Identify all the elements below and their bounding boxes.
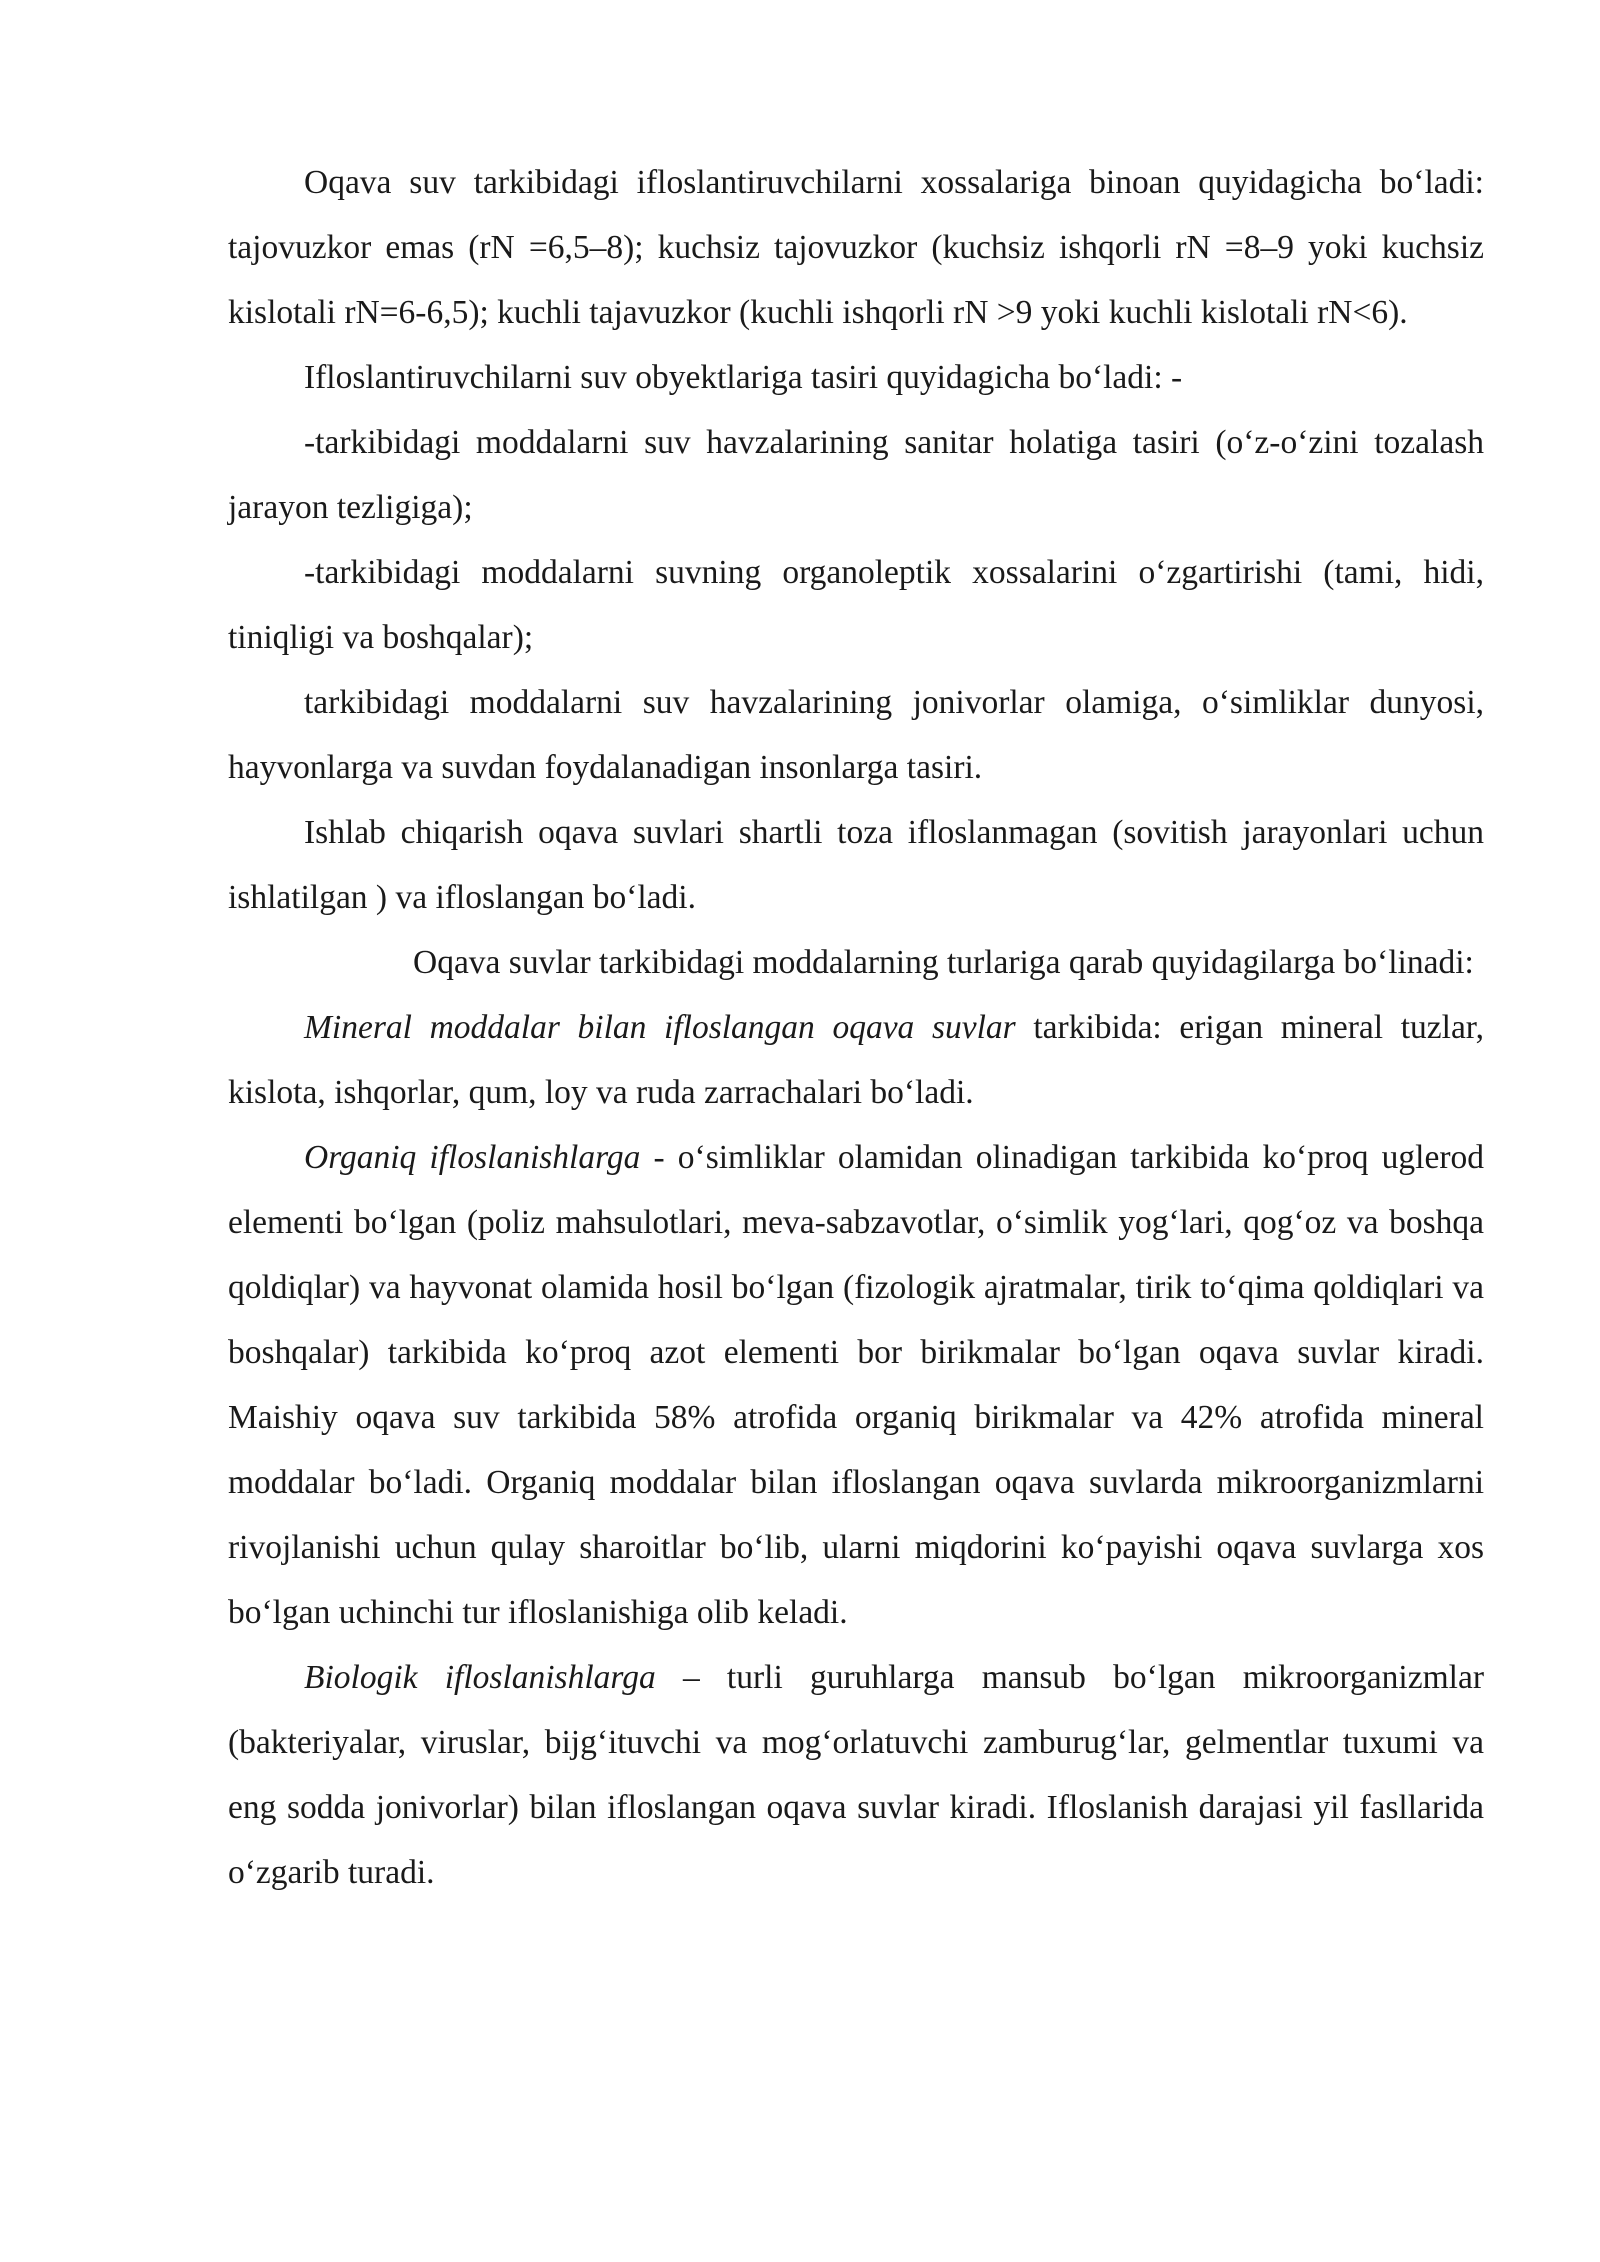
paragraph-text: tarkibidagi moddalarni suv havzalarining jonivorlar olamiga, o‘simliklar dunyosi, hayvonlarga va suvdan foydalanadigan insonlarga tasiri. <box>228 684 1484 786</box>
document-page <box>228 150 1484 1905</box>
paragraph-italic-term: Biologik ifloslanishlarga <box>304 1659 656 1696</box>
paragraph-classification-intro <box>228 930 1484 995</box>
paragraph-italic-term: Mineral moddalar bilan ifloslangan oqava suvlar <box>304 1009 1016 1046</box>
paragraph-text: Ifloslantiruvchilarni suv obyektlariga tasiri quyidagicha bo‘ladi: - <box>304 359 1183 396</box>
paragraph-text: -tarkibidagi moddalarni suvning organoleptik xossalarini o‘zgartirishi (tami, hidi, tiniqligi va boshqalar); <box>228 554 1484 656</box>
paragraph-text: – turli guruhlarga mansub bo‘lgan mikroorganizmlar (bakteriyalar, viruslar, bijg‘ituvchi va mog‘orlatuvchi zamburug‘lar, gelmentlar tuxumi va eng sodda jonivorlar) bilan ifloslangan oqava suvlar kiradi. Ifloslanish darajasi yil fasllarida o‘zgarib turadi. <box>228 1659 1484 1891</box>
paragraph-effect-organoleptic <box>228 540 1484 670</box>
paragraph-italic-term: Organiq ifloslanishlarga <box>304 1139 641 1176</box>
paragraph-text: Ishlab chiqarish oqava suvlari shartli toza ifloslanmagan (sovitish jarayonlari uchun ishlatilgan ) va ifloslangan bo‘ladi. <box>228 814 1484 916</box>
paragraph-text: - o‘simliklar olamidan olinadigan tarkibida ko‘proq uglerod elementi bo‘lgan (poliz mahsulotlari, meva-sabzavotlar, o‘simlik yog‘lari, qog‘oz va boshqa qoldiqlar) va hayvonat olamida hosil bo‘lgan (fizologik ajratmalar, tirik to‘qima qoldiqlari va boshqalar) tarkibida ko‘proq azot elementi bor birikmalar bo‘lgan oqava suvlar kiradi. Maishiy oqava suv tarkibida 58% atrofida organiq birikmalar va 42% atrofida mineral moddalar bo‘ladi. Organiq moddalar bilan ifloslangan oqava suvlarda mikroorganizmlarni rivojlanishi uchun qulay sharoitlar bo‘lib, ularni miqdorini ko‘payishi oqava suvlarga xos bo‘lgan uchinchi tur ifloslanishiga olib keladi. <box>228 1139 1484 1631</box>
paragraph-pollutant-aggressiveness <box>228 150 1484 345</box>
paragraph-text: Oqava suvlar tarkibidagi moddalarning turlariga qarab quyidagilarga bo‘linadi: <box>413 944 1474 981</box>
paragraph-mineral <box>228 995 1484 1125</box>
paragraph-text: tarkibida: erigan mineral tuzlar, kislota, ishqorlar, qum, loy va ruda zarrachalari bo‘ladi. <box>228 1009 1484 1111</box>
paragraph-effect-sanitary <box>228 410 1484 540</box>
paragraph-industrial-wastewater <box>228 800 1484 930</box>
paragraph-effect-fauna-flora <box>228 670 1484 800</box>
paragraph-effects-intro <box>228 345 1484 410</box>
paragraph-biological <box>228 1645 1484 1905</box>
paragraph-text: -tarkibidagi moddalarni suv havzalarining sanitar holatiga tasiri (o‘z-o‘zini tozalash jarayon tezligiga); <box>228 424 1484 526</box>
paragraph-text: Oqava suv tarkibidagi ifloslantiruvchilarni xossalariga binoan quyidagicha bo‘ladi: tajovuzkor emas (rN =6,5–8); kuchsiz tajovuzkor (kuchsiz ishqorli rN =8–9 yoki kuchsiz kislotali rN=6-6,5); kuchli tajavuzkor (kuchli ishqorli rN >9 yoki kuchli kislotali rN<6). <box>228 164 1484 331</box>
paragraph-organic <box>228 1125 1484 1645</box>
